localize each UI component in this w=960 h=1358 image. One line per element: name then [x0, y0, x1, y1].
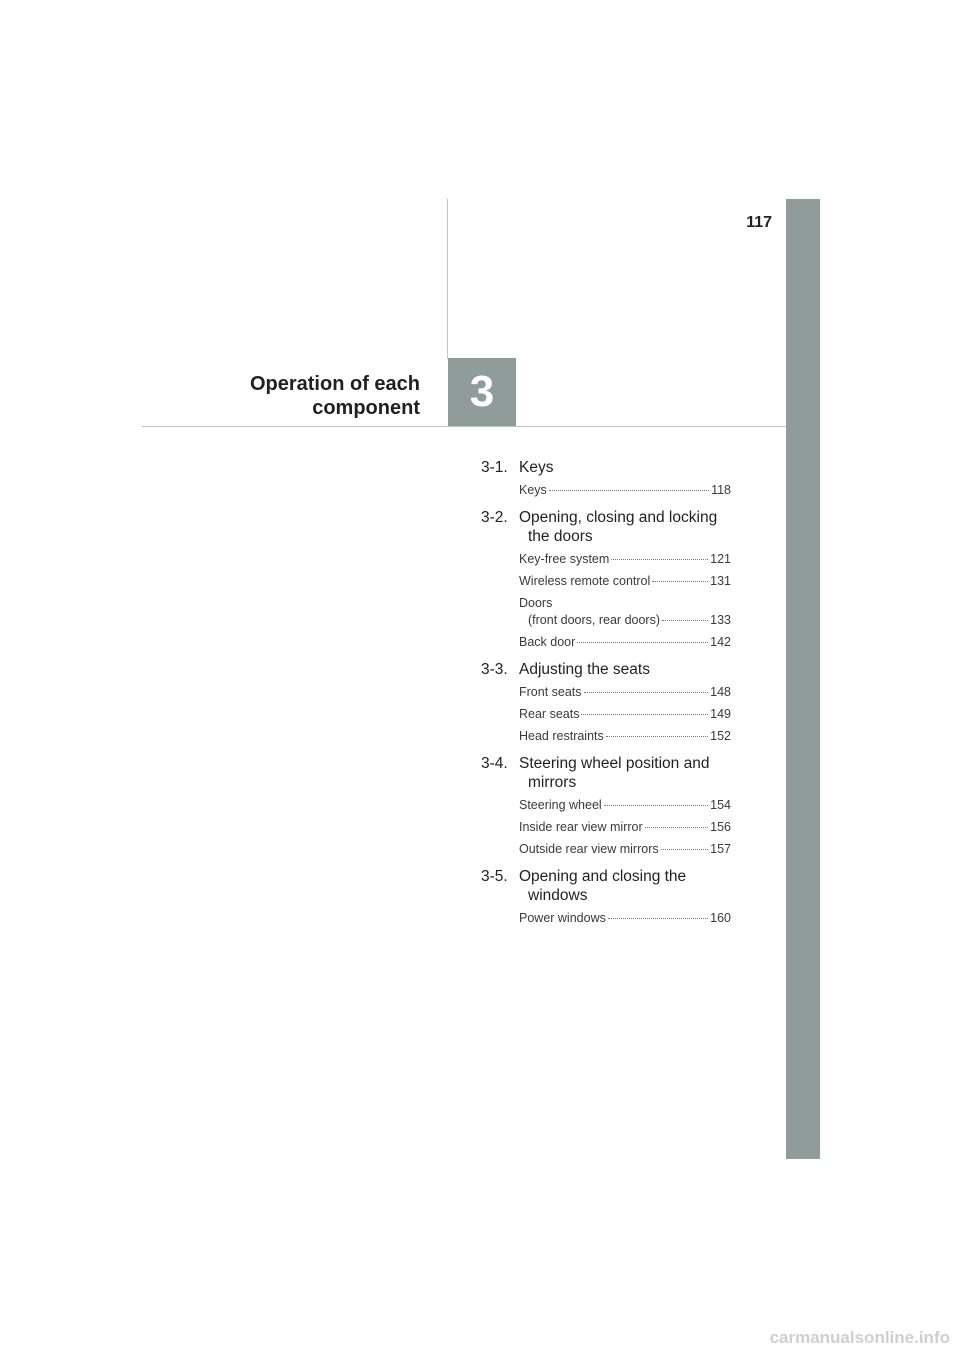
- chapter-number-box: 3: [448, 358, 516, 426]
- toc-entry[interactable]: [519, 819, 731, 836]
- entry-page: 121: [710, 552, 731, 566]
- entry-title: Keys: [519, 483, 547, 497]
- toc-entry[interactable]: [519, 634, 731, 651]
- dot-leader: [606, 736, 708, 737]
- section-title: [519, 508, 731, 546]
- toc-entry[interactable]: [519, 684, 731, 701]
- entry-title: Inside rear view mirror: [519, 820, 643, 834]
- section-number: 3-1.: [481, 459, 508, 476]
- dot-leader: [661, 849, 709, 850]
- toc-section-heading: [481, 867, 731, 905]
- section-entries: [481, 910, 731, 927]
- dot-leader: [581, 714, 708, 715]
- table-of-contents: [481, 458, 731, 932]
- section-title: [519, 867, 731, 905]
- section-entries: [481, 482, 731, 499]
- section-title-line2: mirrors: [528, 774, 577, 791]
- dot-leader: [652, 581, 708, 582]
- toc-entry[interactable]: [519, 595, 731, 629]
- entry-page: 149: [710, 707, 731, 721]
- section-number: 3-3.: [481, 661, 508, 678]
- entry-title: Power windows: [519, 911, 606, 925]
- section-entries: [481, 684, 731, 745]
- entry-title: Key-free system: [519, 552, 610, 566]
- entry-page: 148: [710, 685, 731, 699]
- dot-leader: [608, 918, 708, 919]
- section-entries: [481, 551, 731, 651]
- side-tab: [786, 199, 820, 1159]
- section-title-line1: Keys: [519, 459, 554, 476]
- section-entries: [481, 797, 731, 858]
- section-title-line1: Steering wheel position and: [519, 755, 710, 772]
- entry-title: Back door: [519, 635, 576, 649]
- entry-title: Rear seats: [519, 707, 580, 721]
- toc-section-heading: [481, 508, 731, 546]
- section-title-line1: Opening and closing the: [519, 868, 687, 885]
- section-title-line2: windows: [528, 887, 588, 904]
- section-title-line1: Adjusting the seats: [519, 661, 650, 678]
- entry-title-continued: [519, 612, 731, 629]
- dot-leader: [577, 642, 708, 643]
- chapter-title-line2: component: [312, 397, 420, 419]
- section-title: [519, 660, 731, 679]
- dot-leader: [549, 490, 709, 491]
- dot-leader: [662, 620, 708, 621]
- section-title-line1: Opening, closing and locking: [519, 509, 718, 526]
- entry-page: 142: [710, 635, 731, 649]
- entry-title: Doors: [519, 596, 553, 610]
- toc-entry[interactable]: [519, 910, 731, 927]
- entry-page: 156: [710, 820, 731, 834]
- section-number: 3-4.: [481, 755, 508, 772]
- entry-title: Head restraints: [519, 729, 604, 743]
- toc-entry[interactable]: [519, 573, 731, 590]
- entry-title: Steering wheel: [519, 798, 602, 812]
- entry-title: Outside rear view mirrors: [519, 842, 659, 856]
- section-title: [519, 458, 731, 477]
- toc-entry[interactable]: [519, 728, 731, 745]
- dot-leader: [584, 692, 709, 693]
- entry-page: 160: [710, 911, 731, 925]
- toc-section-heading: [481, 660, 731, 679]
- chapter-title-line1: Operation of each: [249, 373, 420, 395]
- horizontal-rule: [142, 426, 786, 427]
- section-number: 3-2.: [481, 509, 508, 526]
- entry-page: 118: [711, 483, 731, 497]
- watermark: carmanualsonline.info: [769, 1328, 950, 1347]
- section-title-line2: the doors: [528, 528, 593, 545]
- section-title: [519, 754, 731, 792]
- toc-entry[interactable]: [519, 482, 731, 499]
- entry-page: 131: [710, 574, 731, 588]
- dot-leader: [645, 827, 709, 828]
- entry-title: Wireless remote control: [519, 574, 651, 588]
- page-number: 117: [746, 214, 772, 231]
- entry-page: 157: [710, 842, 731, 856]
- entry-title-line2: (front doors, rear doors): [528, 613, 660, 627]
- chapter-title: [180, 372, 420, 420]
- dot-leader: [604, 805, 708, 806]
- toc-section-heading: [481, 458, 731, 477]
- entry-page: 154: [710, 798, 731, 812]
- toc-section-heading: [481, 754, 731, 792]
- vertical-rule: [447, 199, 448, 359]
- section-number: 3-5.: [481, 868, 508, 885]
- entry-title: Front seats: [519, 685, 582, 699]
- entry-page: 152: [710, 729, 731, 743]
- entry-page: 133: [710, 613, 731, 627]
- toc-entry[interactable]: [519, 551, 731, 568]
- toc-entry[interactable]: [519, 841, 731, 858]
- dot-leader: [611, 559, 708, 560]
- toc-entry[interactable]: [519, 706, 731, 723]
- toc-entry[interactable]: [519, 797, 731, 814]
